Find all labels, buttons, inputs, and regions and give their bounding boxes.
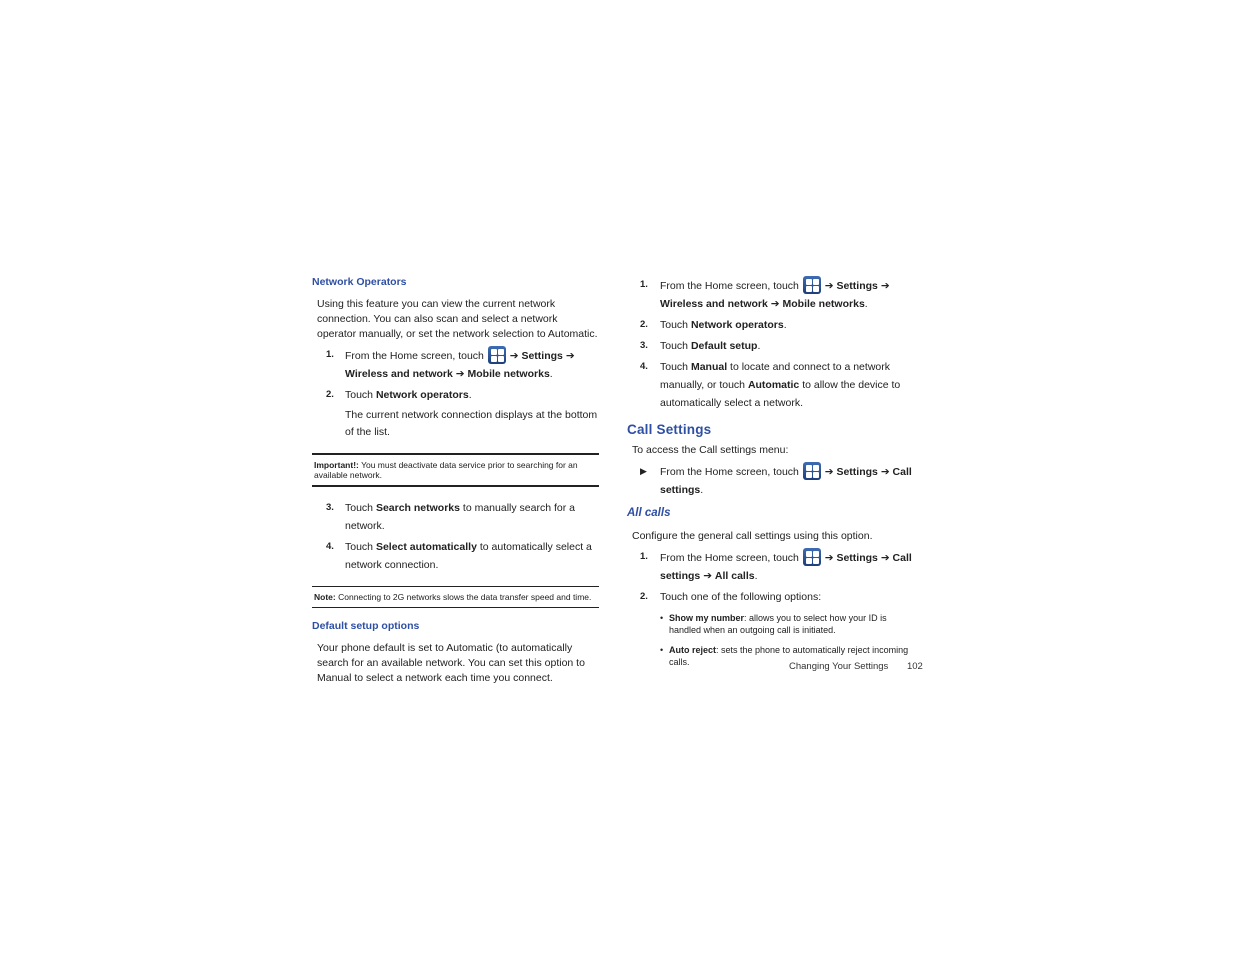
arrow-icon: ➔ bbox=[565, 350, 575, 362]
right-step-4 bbox=[627, 358, 915, 412]
step-text: to automatically select a network connection. bbox=[345, 541, 592, 571]
search-networks-label: Search networks bbox=[375, 502, 460, 514]
step-text: From the Home screen, touch bbox=[660, 280, 799, 292]
select-automatically-label: Select automatically bbox=[375, 541, 477, 553]
bullet-text: : sets the phone to automatically reject incoming calls. bbox=[669, 645, 909, 667]
path-call-settings: Call settings bbox=[660, 552, 912, 582]
arrow-icon: ➔ bbox=[770, 298, 780, 310]
all-calls-step-2 bbox=[627, 588, 915, 606]
important-label: Important!: bbox=[314, 460, 359, 470]
step-number: 1. bbox=[640, 279, 648, 290]
path-wireless-network: Wireless and network bbox=[345, 368, 453, 380]
apps-grid-icon bbox=[488, 346, 506, 364]
arrow-icon: ➔ bbox=[880, 280, 890, 292]
punct: . bbox=[468, 389, 472, 401]
step-text: From the Home screen, touch bbox=[345, 350, 484, 362]
step-1 bbox=[312, 346, 599, 383]
step-number: 3. bbox=[640, 340, 648, 351]
default-setup-label: Default setup bbox=[690, 340, 758, 352]
call-settings-intro: To access the Call settings menu: bbox=[632, 444, 789, 456]
step-text: Touch bbox=[660, 340, 689, 352]
step-text: to allow the device to automatically select a network. bbox=[660, 379, 901, 409]
path-settings: Settings bbox=[836, 466, 878, 478]
call-settings-step bbox=[627, 462, 915, 499]
apps-grid-icon bbox=[803, 276, 821, 294]
heading-default-setup: Default setup options bbox=[312, 620, 420, 632]
step-number: 1. bbox=[640, 551, 648, 562]
path-mobile-networks: Mobile networks bbox=[467, 368, 550, 380]
page-footer bbox=[789, 661, 923, 672]
all-calls-intro: Configure the general call settings using this option. bbox=[632, 530, 873, 542]
right-step-1 bbox=[627, 276, 915, 313]
punct: . bbox=[783, 319, 787, 331]
path-settings: Settings bbox=[836, 552, 878, 564]
path-all-calls: All calls bbox=[714, 570, 755, 582]
heading-call-settings: Call Settings bbox=[627, 422, 712, 437]
step-number: 1. bbox=[326, 349, 334, 360]
important-text: You must deactivate data service prior to searching for an available network. bbox=[314, 460, 578, 480]
arrow-icon: ➔ bbox=[880, 552, 890, 564]
bullet-show-my-number bbox=[627, 612, 915, 636]
path-call-settings: Call settings bbox=[660, 466, 912, 496]
note-label: Note: bbox=[314, 592, 336, 602]
step-number: 2. bbox=[326, 389, 334, 400]
automatic-label: Automatic bbox=[747, 379, 800, 391]
bullet-icon: • bbox=[660, 645, 664, 655]
step-text: to manually search for a network. bbox=[345, 502, 575, 532]
network-operators-label: Network operators bbox=[690, 319, 784, 331]
page-number: 102 bbox=[906, 661, 923, 672]
triangle-bullet-icon: ▶ bbox=[640, 466, 647, 476]
step-number: 3. bbox=[326, 502, 334, 513]
arrow-icon: ➔ bbox=[703, 570, 712, 582]
arrow-icon: ➔ bbox=[824, 466, 834, 478]
arrow-icon: ➔ bbox=[509, 350, 519, 362]
step-number: 2. bbox=[640, 319, 648, 330]
punct: . bbox=[549, 368, 553, 380]
show-my-number-label: Show my number bbox=[669, 613, 745, 623]
path-settings: Settings bbox=[521, 350, 563, 362]
right-step-2 bbox=[627, 316, 915, 334]
important-box bbox=[312, 453, 599, 487]
step-text: Touch bbox=[660, 319, 689, 331]
network-operators-label: Network operators bbox=[375, 389, 469, 401]
step-number: 4. bbox=[326, 541, 334, 552]
arrow-icon: ➔ bbox=[824, 552, 834, 564]
step-text: From the Home screen, touch bbox=[660, 466, 799, 478]
note-text: Connecting to 2G networks slows the data transfer speed and time. bbox=[338, 592, 592, 602]
step-number: 4. bbox=[640, 361, 648, 372]
bullet-icon: • bbox=[660, 613, 664, 623]
step-2 bbox=[312, 386, 599, 404]
punct: . bbox=[700, 484, 704, 496]
path-settings: Settings bbox=[836, 280, 878, 292]
right-column bbox=[627, 276, 915, 676]
punct: . bbox=[757, 340, 761, 352]
step-2-detail: The current network connection displays at the bottom of the list. bbox=[345, 409, 598, 438]
default-setup-text: Your phone default is set to Automatic (to automatically search for an available network. You can set this option to Manual to select a network each time you connect. bbox=[317, 642, 585, 684]
step-text: From the Home screen, touch bbox=[660, 552, 799, 564]
apps-grid-icon bbox=[803, 462, 821, 480]
path-mobile-networks: Mobile networks bbox=[782, 298, 865, 310]
step-text: Touch bbox=[345, 541, 374, 553]
heading-network-operators: Network Operators bbox=[312, 276, 407, 288]
apps-grid-icon bbox=[803, 548, 821, 566]
step-text: Touch bbox=[345, 389, 374, 401]
step-text: Touch one of the following options: bbox=[660, 591, 822, 603]
manual-label: Manual bbox=[690, 361, 728, 373]
punct: . bbox=[864, 298, 868, 310]
step-text: Touch bbox=[660, 361, 689, 373]
arrow-icon: ➔ bbox=[455, 368, 465, 380]
punct: . bbox=[754, 570, 758, 582]
footer-section-title: Changing Your Settings bbox=[789, 661, 889, 672]
bullet-text: : allows you to select how your ID is handled when an outgoing call is initiated. bbox=[669, 613, 887, 635]
auto-reject-label: Auto reject bbox=[669, 645, 717, 655]
right-step-3 bbox=[627, 337, 915, 355]
step-text: to locate and connect to a network manually, or touch bbox=[660, 361, 890, 391]
path-wireless-network: Wireless and network bbox=[660, 298, 768, 310]
heading-all-calls: All calls bbox=[627, 507, 671, 519]
all-calls-step-1 bbox=[627, 548, 915, 585]
step-text: Touch bbox=[345, 502, 374, 514]
note-box bbox=[312, 586, 599, 608]
network-operators-intro: Using this feature you can view the current network connection. You can also scan and select a network operator manually, or set the network selection to Automatic. bbox=[317, 298, 598, 340]
arrow-icon: ➔ bbox=[880, 466, 890, 478]
step-4 bbox=[312, 538, 599, 574]
step-number: 2. bbox=[640, 591, 648, 602]
arrow-icon: ➔ bbox=[824, 280, 834, 292]
left-column bbox=[312, 276, 599, 690]
step-3 bbox=[312, 499, 599, 535]
